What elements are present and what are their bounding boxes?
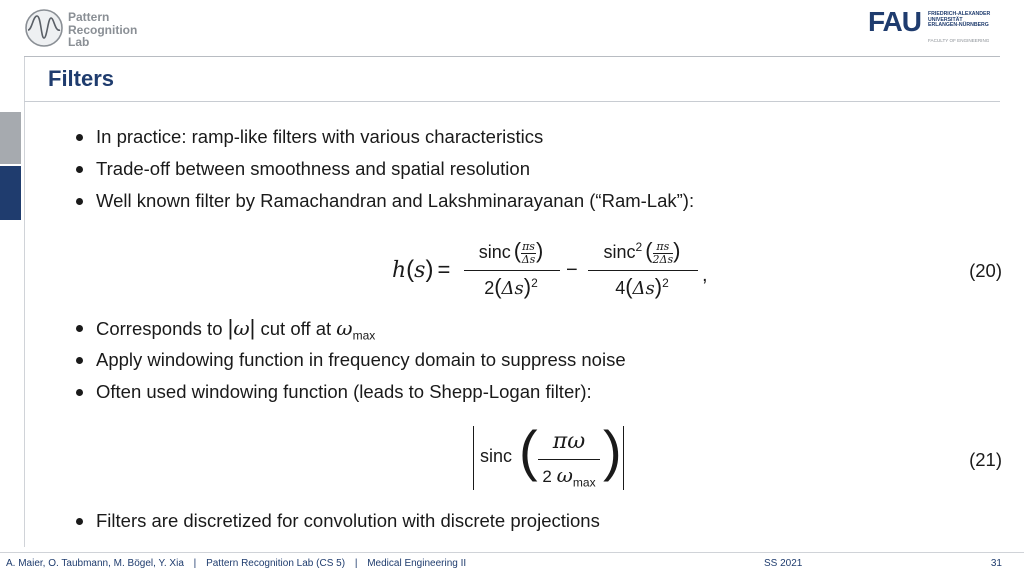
lab-logo-text: Pattern Recognition Lab xyxy=(68,10,138,49)
bullet-icon xyxy=(76,198,83,205)
fau-mark: FAU xyxy=(868,6,921,37)
bullet-icon xyxy=(76,134,83,141)
bullet-icon xyxy=(76,518,83,525)
sidebar-marker-blue xyxy=(0,166,21,220)
pattern-recognition-lab-logo xyxy=(24,8,174,54)
bullet-list-a xyxy=(76,121,996,217)
eq1-term2-denominator: $4(\Delta s)^2$ xyxy=(615,274,669,299)
bullet-icon xyxy=(76,357,83,364)
slide-title: Filters xyxy=(48,66,115,91)
sidebar-marker-gray xyxy=(0,112,21,164)
bullet-list-b xyxy=(76,312,996,408)
eq2-abs-left xyxy=(473,426,474,490)
equation-shepp-logan-window xyxy=(0,419,1024,494)
fau-faculty: FACULTY OF ENGINEERING xyxy=(928,38,990,43)
bullet-icon xyxy=(76,389,83,396)
eq1-term2-fraction-bar xyxy=(588,270,698,271)
eq2-fraction-bar xyxy=(538,459,600,460)
eq1-term2-numerator: sinc$^2$ ( $\frac{\pi s}{2\Delta s}$ ) xyxy=(603,238,681,266)
equation-number-21: (21) xyxy=(969,449,1002,470)
title-divider xyxy=(24,101,1000,102)
page-number: 31 xyxy=(990,558,1002,569)
list-item: Well known filter by Ramachandran and Lakshminarayanan (“Ram-Lak”): xyxy=(76,185,996,217)
eq1-minus: − xyxy=(566,259,578,281)
fau-logo xyxy=(868,6,998,45)
eq2-paren-left: ( xyxy=(519,419,538,482)
lab-logo-icon xyxy=(24,8,64,48)
eq1-term1-numerator: sinc ( $\frac{\pi s}{\Delta s}$ ) xyxy=(478,238,544,266)
list-item: Often used windowing function (leads to Shepp-Logan filter): xyxy=(76,376,996,408)
eq1-comma: , xyxy=(702,264,708,286)
eq2-abs-right xyxy=(623,426,624,490)
list-item: Trade-off between smoothness and spatial resolution xyxy=(76,153,996,185)
bullet-icon xyxy=(76,325,83,332)
bullet-icon xyxy=(76,166,83,173)
eq1-lhs: h(s) = xyxy=(392,256,451,283)
eq2-numerator: πω xyxy=(552,429,586,454)
eq2-paren-right: ) xyxy=(603,419,622,482)
fau-university-name: FRIEDRICH-ALEXANDER UNIVERSITÄT ERLANGEN-NÜRNBERG xyxy=(928,11,991,29)
header-divider xyxy=(24,56,1000,57)
footer-semester: SS 2021 xyxy=(764,558,803,569)
eq1-term1-fraction-bar xyxy=(464,270,560,271)
eq2-denominator: 2 $\omega_{max}$ xyxy=(542,463,596,490)
bullet-list-c xyxy=(76,505,996,537)
footer-credits: A. Maier, O. Taubmann, M. Bögel, Y. Xia | Pattern Recognition Lab (CS 5) | Medical Engineering II xyxy=(6,558,467,569)
list-item: Corresponds to |ω| cut off at $\omega_{max}$ xyxy=(76,312,996,344)
eq2-fn: sinc xyxy=(480,446,513,466)
list-item: Filters are discretized for convolution with discrete projections xyxy=(76,505,996,537)
equation-ram-lak xyxy=(0,232,1024,304)
eq1-term1-denominator: $2(\Delta s)^2$ xyxy=(484,274,538,299)
footer xyxy=(0,552,1024,576)
equation-number-20: (20) xyxy=(969,260,1002,281)
list-item: Apply windowing function in frequency domain to suppress noise xyxy=(76,344,996,376)
list-item: In practice: ramp-like filters with various characteristics xyxy=(76,121,996,153)
